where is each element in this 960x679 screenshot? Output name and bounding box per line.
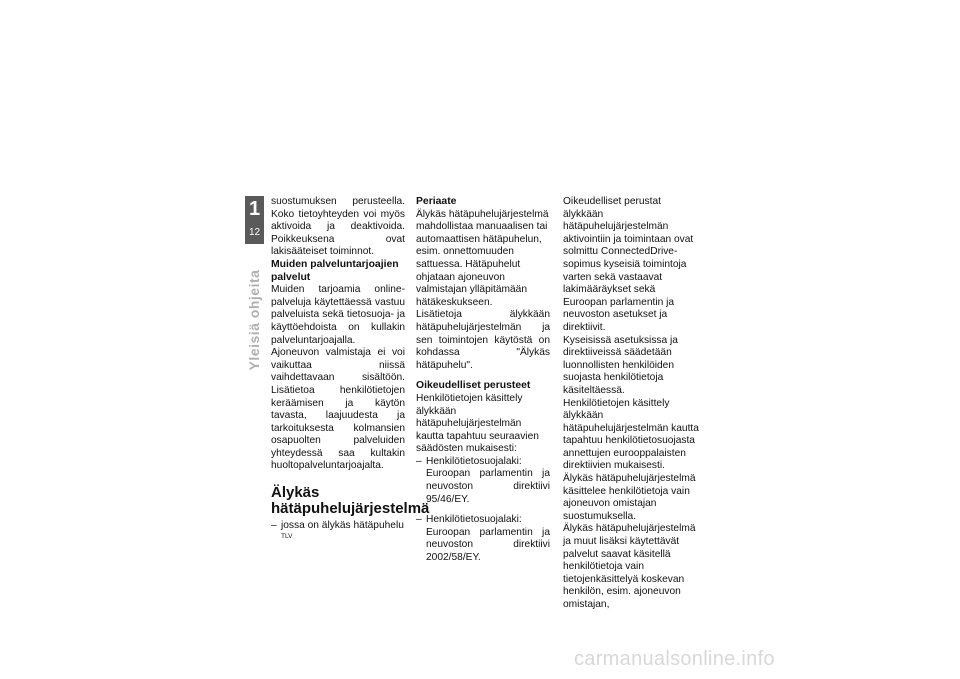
chapter-tab (245, 196, 264, 244)
more-info-paragraph: Lisätietoja älykkään hätäpuhelujärjestelmän ja sen toimintojen käytöstä on kohdassa "Älykäs hätäpuhelu". (416, 309, 550, 371)
availability-note (271, 520, 405, 545)
principle-paragraph: Älykäs hätäpuhelujärjestelmä mahdollistaa manuaalisen tai automaattisen hätäpuhelun, esim. onnettomuuden sattuessa. Hätäpuhelut ohjataan ajoneuvon valmistajan ylläpitämään hätäkeskukseen. (416, 208, 549, 308)
list-item: – Henkilötietosuojalaki: Euroopan parlamentin ja neuvoston direktiivi 2002/58/EY. (416, 514, 550, 564)
text-column-1 (271, 196, 430, 545)
intro-paragraph: suostumuksen perusteella. Koko tietoyhteyden voi myös aktivoida ja deaktivoida. Poikkeuksena ovat lakisääteiset toiminnot. (271, 196, 405, 258)
principle-heading: Periaate (416, 196, 457, 207)
text-column-3 (563, 196, 699, 612)
paragraph: Kyseisissä asetuksissa ja direktiiveissä säädetään luonnollisten henkilöiden suojasta henkilötietoja käsiteltäessä. (563, 334, 678, 396)
text-column-2 (416, 196, 550, 565)
availability-text: jossa on älykäs hätäpuhelu (281, 520, 404, 532)
third-party-paragraph: Muiden tarjoamia online-palveluja käytettäessä vastuu palveluista sekä tietosuoja- ja käyttöehdoista on kullakin palveluntarjoajalla. Ajoneuvon valmistaja ei voi vaikuttaa niissä vaihdettavaan sisältöön. Lisätietoa henkilötietojen keräämisen ja käytön tavasta, laajuudesta ja tarkoituksesta kolmansien osapuolten palveluiden yhteydessä saa kultakin huoltopalveluntarjoajalta. (271, 284, 405, 472)
third-party-heading: Muiden palveluntarjoajien palvelut (271, 258, 399, 283)
paragraph: Älykäs hätäpuhelujärjestelmä ja muut lisäksi käytettävät palvelut saavat käsitellä henkilötietoja vain tietojenkäsittelyä koskevan henkilön, esim. ajoneuvon omistajan, (563, 523, 696, 610)
legal-basis-paragraph: Henkilötietojen käsittely älykkään hätäpuhelujärjestelmän kautta tapahtuu seuraavien säädösten mukaisesti: (416, 392, 539, 455)
availability-code: TLV (281, 532, 293, 540)
list-item: – Henkilötietosuojalaki: Euroopan parlamentin ja neuvoston direktiivi 95/46/EY. (416, 456, 550, 506)
watermark-text: carmanualsonline.info (574, 648, 775, 670)
page-number: 12 (248, 227, 261, 238)
paragraph: Oikeudelliset perustat älykkään hätäpuhelujärjestelmän aktivointiin ja toimintaan ovat solmittu ConnectedDrive-sopimus kyseisiä toimintoja varten sekä vastaavat lakimääräykset sekä Euroopan parlamentin ja neuvoston asetukset ja direktiivit. (563, 196, 694, 333)
section-label: Yleisiä ohjeita (246, 269, 262, 371)
section-title: Älykäs hätäpuhelujärjestelmä (271, 484, 430, 518)
paragraph: Älykäs hätäpuhelujärjestelmä käsittelee henkilötietoja vain ajoneuvon omistajan suostumuksella. (563, 473, 696, 522)
chapter-number: 1 (248, 198, 261, 220)
legal-basis-heading: Oikeudelliset perusteet (416, 380, 531, 392)
paragraph: Henkilötietojen käsittely älykkään hätäpuhelujärjestelmän kautta tapahtuu henkilötietosuojasta annettujen eurooppalaisten direktiivien mukaisesti. (563, 397, 699, 472)
